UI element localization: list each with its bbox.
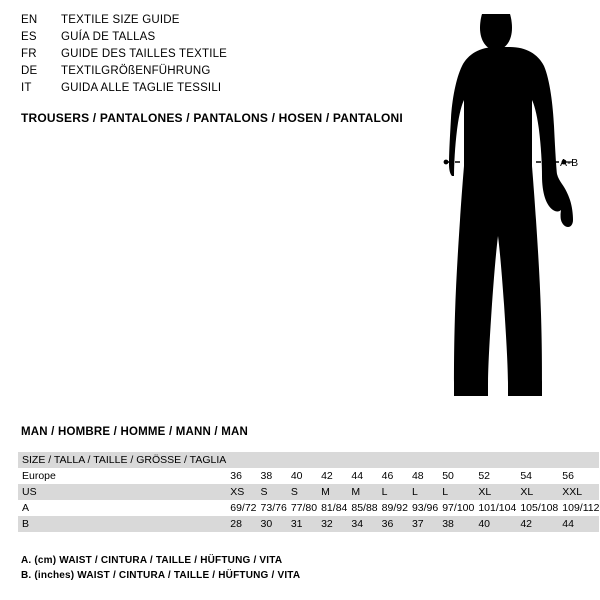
cell: XL [474,484,516,500]
footnotes [21,553,300,583]
cell: 93/96 [408,500,438,516]
footnote-b: B. (inches) WAIST / CINTURA / TAILLE / HÜFTUNG / VITA [21,570,301,581]
cell: 38 [438,516,474,532]
cell: 109/112 [558,500,599,516]
cell: 31 [287,516,317,532]
cell [516,452,558,468]
cell: XXL [558,484,599,500]
cell [474,452,516,468]
cell: XS [226,484,256,500]
cell [257,452,287,468]
language-title: GUÍA DE TALLAS [61,31,156,43]
male-trousers-silhouette [420,14,590,404]
language-code: FR [21,48,37,60]
row-label: SIZE / TALLA / TAILLE / GRÖSSE / TAGLIA [18,452,226,468]
cell: 44 [558,516,599,532]
language-list [21,14,351,99]
cell [287,452,317,468]
cell: 50 [438,468,474,484]
cell: 42 [516,516,558,532]
cell: 105/108 [516,500,558,516]
language-title: TEXTILE SIZE GUIDE [61,14,180,26]
row-label: Europe [18,468,226,484]
language-row [21,31,351,48]
measurement-label-ab: A-B [560,157,579,169]
cell: L [378,484,408,500]
cell [378,452,408,468]
cell: 42 [317,468,347,484]
language-title: GUIDE DES TAILLES TEXTILE [61,48,228,60]
language-code: ES [21,31,37,43]
row-label: US [18,484,226,500]
language-row [21,14,351,31]
table-caption: MAN / HOMBRE / HOMME / MANN / MAN [21,426,249,438]
cell: 34 [347,516,377,532]
cell [558,452,599,468]
table-row [18,516,599,532]
cell: M [347,484,377,500]
cell [438,452,474,468]
cell: 40 [287,468,317,484]
cell: 77/80 [287,500,317,516]
cell: 89/92 [378,500,408,516]
cell: 37 [408,516,438,532]
row-label: A [18,500,226,516]
cell [317,452,347,468]
cell: 46 [378,468,408,484]
language-title: TEXTILGRÖßENFÜHRUNG [61,65,211,77]
language-code: DE [21,65,38,77]
cell: XL [516,484,558,500]
cell: 52 [474,468,516,484]
cell: 73/76 [257,500,287,516]
table-row [18,468,599,484]
cell: 44 [347,468,377,484]
row-label: B [18,516,226,532]
cell: 97/100 [438,500,474,516]
language-row [21,65,351,82]
cell: 36 [378,516,408,532]
cell [347,452,377,468]
cell: 85/88 [347,500,377,516]
cell: 38 [257,468,287,484]
language-title: GUIDA ALLE TAGLIE TESSILI [61,82,222,94]
language-row [21,82,351,99]
language-code: IT [21,82,32,94]
footnote-a: A. (cm) WAIST / CINTURA / TAILLE / HÜFTUNG / VITA [21,555,283,566]
cell: 101/104 [474,500,516,516]
language-row [21,48,351,65]
cell: 81/84 [317,500,347,516]
table-row [18,500,599,516]
cell: 30 [257,516,287,532]
cell [226,452,256,468]
cell: 36 [226,468,256,484]
cell: 32 [317,516,347,532]
cell: 28 [226,516,256,532]
cell [408,452,438,468]
language-code: EN [21,14,38,26]
cell: L [408,484,438,500]
cell: 69/72 [226,500,256,516]
cell: S [257,484,287,500]
cell: 40 [474,516,516,532]
cell: 54 [516,468,558,484]
section-title: TROUSERS / PANTALONES / PANTALONS / HOSEN / PANTALONI [21,111,403,125]
cell: 56 [558,468,599,484]
size-table [18,452,599,532]
cell: S [287,484,317,500]
cell: M [317,484,347,500]
cell: 48 [408,468,438,484]
table-row [18,484,599,500]
cell: L [438,484,474,500]
table-row [18,452,599,468]
